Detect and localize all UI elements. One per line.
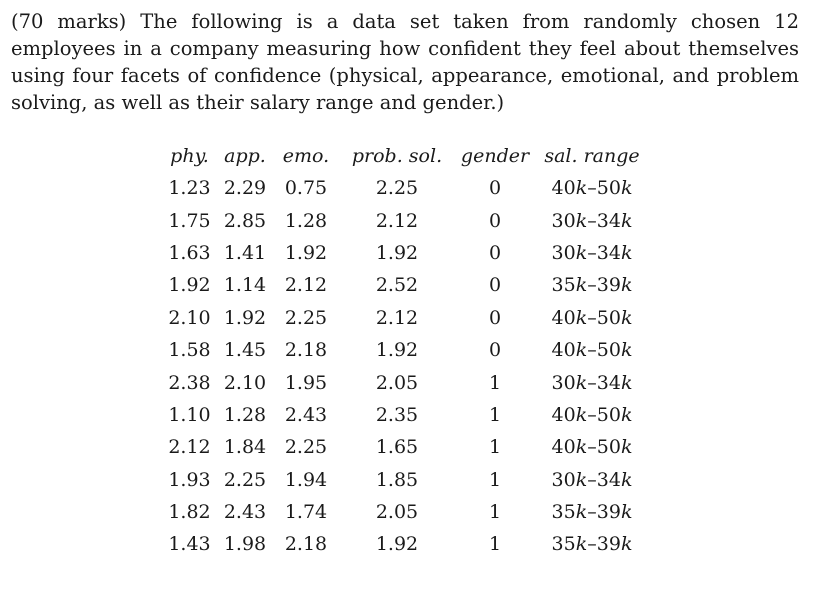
cell-prob-sol: 2.52 bbox=[375, 274, 419, 297]
table-row bbox=[164, 237, 651, 269]
cell-app: 1.45 bbox=[223, 339, 267, 362]
header-gender: gender bbox=[460, 145, 530, 167]
cell-phy: 2.38 bbox=[168, 371, 211, 394]
cell-app: 2.85 bbox=[223, 209, 267, 232]
cell-emo: 1.95 bbox=[284, 371, 328, 394]
table-row bbox=[164, 302, 651, 334]
employee-data-table bbox=[164, 140, 651, 561]
header-app: app. bbox=[224, 145, 266, 167]
cell-phy: 1.92 bbox=[168, 274, 211, 297]
cell-phy: 2.10 bbox=[168, 306, 211, 329]
cell-prob-sol: 1.65 bbox=[375, 436, 419, 459]
cell-emo: 2.12 bbox=[284, 274, 328, 297]
cell-prob-sol: 1.92 bbox=[375, 533, 419, 556]
table-row bbox=[164, 334, 651, 366]
cell-gender: 1 bbox=[488, 501, 502, 524]
cell-phy: 1.82 bbox=[168, 501, 211, 524]
cell-sal-range: 30k–34k bbox=[551, 371, 633, 394]
cell-phy: 1.23 bbox=[168, 177, 211, 200]
cell-sal-range: 35k–39k bbox=[551, 533, 633, 556]
cell-sal-range: 40k–50k bbox=[551, 177, 633, 200]
cell-gender: 0 bbox=[488, 241, 502, 264]
header-sal-range: sal. range bbox=[544, 145, 640, 167]
cell-prob-sol: 2.05 bbox=[375, 501, 419, 524]
cell-emo: 0.75 bbox=[284, 177, 328, 200]
cell-prob-sol: 2.25 bbox=[375, 177, 419, 200]
cell-emo: 1.74 bbox=[284, 501, 328, 524]
cell-app: 2.43 bbox=[223, 501, 267, 524]
cell-gender: 0 bbox=[488, 177, 502, 200]
cell-gender: 0 bbox=[488, 209, 502, 232]
cell-gender: 0 bbox=[488, 274, 502, 297]
cell-app: 1.84 bbox=[223, 436, 267, 459]
cell-sal-range: 30k–34k bbox=[551, 209, 633, 232]
table-row bbox=[164, 431, 651, 463]
cell-sal-range: 40k–50k bbox=[551, 403, 633, 426]
cell-sal-range: 40k–50k bbox=[551, 339, 633, 362]
cell-emo: 1.94 bbox=[284, 468, 328, 491]
cell-gender: 1 bbox=[488, 436, 502, 459]
cell-phy: 1.58 bbox=[168, 339, 211, 362]
cell-phy: 1.63 bbox=[168, 241, 211, 264]
header-prob-sol: prob. sol. bbox=[351, 145, 443, 167]
cell-app: 1.41 bbox=[223, 241, 267, 264]
cell-prob-sol: 1.92 bbox=[375, 339, 419, 362]
cell-prob-sol: 1.92 bbox=[375, 241, 419, 264]
cell-gender: 1 bbox=[488, 371, 502, 394]
cell-phy: 1.43 bbox=[168, 533, 211, 556]
table-row bbox=[164, 204, 651, 236]
cell-emo: 2.43 bbox=[284, 403, 328, 426]
cell-emo: 2.18 bbox=[284, 533, 328, 556]
table-body bbox=[164, 172, 651, 561]
cell-emo: 2.18 bbox=[284, 339, 328, 362]
cell-sal-range: 40k–50k bbox=[551, 306, 633, 329]
cell-gender: 0 bbox=[488, 339, 502, 362]
cell-gender: 0 bbox=[488, 306, 502, 329]
cell-sal-range: 30k–34k bbox=[551, 468, 633, 491]
cell-phy: 2.12 bbox=[168, 436, 211, 459]
cell-prob-sol: 2.05 bbox=[375, 371, 419, 394]
cell-phy: 1.75 bbox=[168, 209, 211, 232]
table-row bbox=[164, 464, 651, 496]
cell-prob-sol: 2.35 bbox=[375, 403, 419, 426]
cell-app: 1.98 bbox=[223, 533, 267, 556]
cell-gender: 1 bbox=[488, 403, 502, 426]
table-row bbox=[164, 496, 651, 528]
cell-emo: 2.25 bbox=[284, 436, 328, 459]
cell-emo: 1.92 bbox=[284, 241, 328, 264]
cell-emo: 1.28 bbox=[284, 209, 328, 232]
cell-emo: 2.25 bbox=[284, 306, 328, 329]
table-row bbox=[164, 366, 651, 398]
table-row bbox=[164, 528, 651, 560]
cell-app: 1.28 bbox=[223, 403, 267, 426]
cell-phy: 1.10 bbox=[168, 403, 211, 426]
header-emo: emo. bbox=[282, 145, 330, 167]
cell-gender: 1 bbox=[488, 533, 502, 556]
table-header-row bbox=[164, 140, 651, 172]
cell-sal-range: 30k–34k bbox=[551, 241, 633, 264]
table-row bbox=[164, 399, 651, 431]
table-row bbox=[164, 172, 651, 204]
cell-prob-sol: 1.85 bbox=[375, 468, 419, 491]
cell-sal-range: 40k–50k bbox=[551, 436, 633, 459]
cell-sal-range: 35k–39k bbox=[551, 274, 633, 297]
cell-app: 2.25 bbox=[223, 468, 267, 491]
header-phy: phy. bbox=[170, 145, 209, 167]
cell-app: 1.92 bbox=[223, 306, 267, 329]
cell-app: 1.14 bbox=[223, 274, 267, 297]
problem-statement: (70 marks) The following is a data set taken from randomly chosen 12 employees in a company measuring how confident they feel about themselves using four facets of confidence (physical, appearance, emotional, and problem solving, as well as their salary range and gender.) bbox=[11, 10, 799, 114]
cell-prob-sol: 2.12 bbox=[375, 209, 419, 232]
cell-gender: 1 bbox=[488, 468, 502, 491]
table-row bbox=[164, 269, 651, 301]
cell-app: 2.29 bbox=[223, 177, 267, 200]
cell-app: 2.10 bbox=[223, 371, 267, 394]
cell-prob-sol: 2.12 bbox=[375, 306, 419, 329]
cell-phy: 1.93 bbox=[168, 468, 211, 491]
cell-sal-range: 35k–39k bbox=[551, 501, 633, 524]
